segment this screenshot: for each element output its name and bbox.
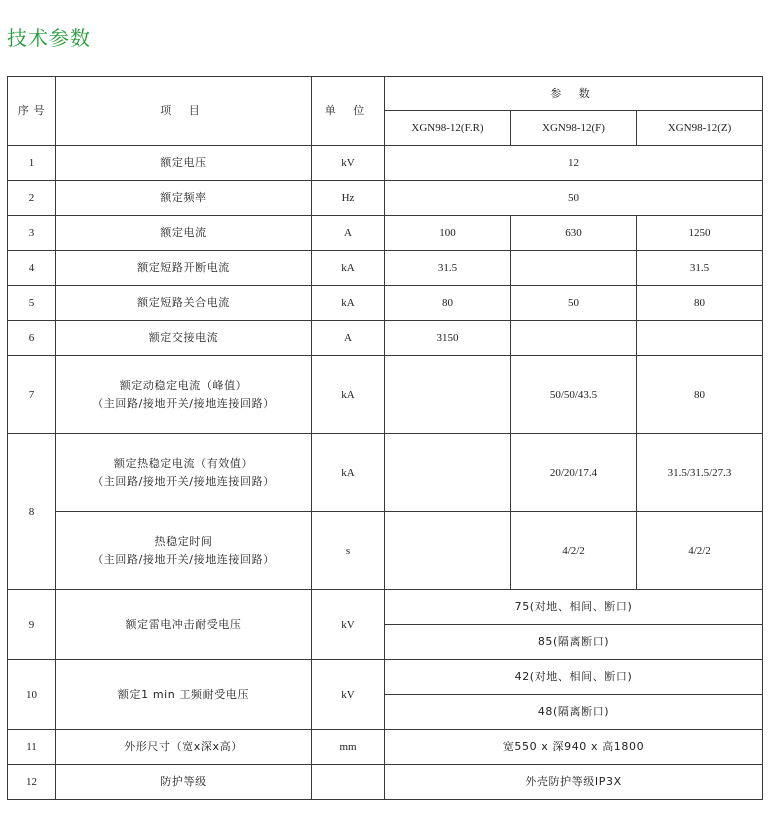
- table-row: [8, 321, 763, 356]
- row-value-merged: 42(对地、相间、断口): [385, 660, 763, 695]
- row-item-note: （主回路/接地开关/接地连接回路）: [92, 474, 275, 488]
- row-value: 31.5: [385, 251, 511, 286]
- row-item: 额定短路关合电流: [56, 286, 312, 321]
- row-value: 50: [511, 286, 637, 321]
- row-no: 4: [8, 251, 56, 286]
- row-item-title: 额定动稳定电流（峰值）: [119, 378, 248, 392]
- row-item-title: 额定热稳定电流（有效值）: [113, 456, 254, 470]
- row-value: 4/2/2: [637, 512, 763, 590]
- row-item: 外形尺寸（宽x深x高）: [56, 730, 312, 765]
- row-value-merged: 外壳防护等级IP3X: [385, 765, 763, 800]
- row-value: 80: [637, 286, 763, 321]
- row-value-merged: 85(隔离断口): [385, 625, 763, 660]
- table-row: [8, 765, 763, 800]
- header-item: 项 目: [56, 77, 312, 146]
- row-value: [511, 251, 637, 286]
- row-unit: kV: [312, 660, 385, 730]
- row-item: [56, 512, 312, 590]
- row-item: 额定频率: [56, 181, 312, 216]
- row-no: 11: [8, 730, 56, 765]
- row-unit: [312, 765, 385, 800]
- row-item: 防护等级: [56, 765, 312, 800]
- row-value: 31.5: [637, 251, 763, 286]
- row-value: 80: [385, 286, 511, 321]
- row-no: 9: [8, 590, 56, 660]
- row-value: 630: [511, 216, 637, 251]
- row-value: [385, 434, 511, 512]
- row-value: 20/20/17.4: [511, 434, 637, 512]
- row-no: 12: [8, 765, 56, 800]
- row-value: 50/50/43.5: [511, 356, 637, 434]
- spec-table: [7, 76, 763, 800]
- row-item-title: 热稳定时间: [154, 534, 213, 548]
- row-value: 4/2/2: [511, 512, 637, 590]
- row-unit: kA: [312, 434, 385, 512]
- row-unit: s: [312, 512, 385, 590]
- row-value-merged: 75(对地、相间、断口): [385, 590, 763, 625]
- table-row: [8, 146, 763, 181]
- table-row: [8, 660, 763, 695]
- header-params: 参 数: [385, 77, 763, 111]
- row-unit: A: [312, 216, 385, 251]
- header-model: XGN98-12(F): [511, 111, 637, 146]
- row-item: [56, 434, 312, 512]
- row-unit: kV: [312, 590, 385, 660]
- header-seq: 序 号: [8, 77, 56, 146]
- row-value: [385, 356, 511, 434]
- row-item: 额定电压: [56, 146, 312, 181]
- row-unit: kA: [312, 251, 385, 286]
- row-unit: mm: [312, 730, 385, 765]
- header-model: XGN98-12(Z): [637, 111, 763, 146]
- row-value-merged: 50: [385, 181, 763, 216]
- row-item-note: （主回路/接地开关/接地连接回路）: [92, 552, 275, 566]
- table-row: [8, 590, 763, 625]
- row-no: 5: [8, 286, 56, 321]
- row-value: 3150: [385, 321, 511, 356]
- table-row: [8, 434, 763, 512]
- row-value: [511, 321, 637, 356]
- page-title: 技术参数: [7, 26, 91, 50]
- table-row: [8, 216, 763, 251]
- table-row: [8, 730, 763, 765]
- row-no: 1: [8, 146, 56, 181]
- row-item: 额定1 min 工频耐受电压: [56, 660, 312, 730]
- header-model: XGN98-12(F.R): [385, 111, 511, 146]
- row-no: 2: [8, 181, 56, 216]
- row-unit: kA: [312, 286, 385, 321]
- row-no: 6: [8, 321, 56, 356]
- row-value: [385, 512, 511, 590]
- row-item: [56, 356, 312, 434]
- table-row: [8, 512, 763, 590]
- row-value: [637, 321, 763, 356]
- row-item: 额定电流: [56, 216, 312, 251]
- table-row: [8, 251, 763, 286]
- row-unit: kV: [312, 146, 385, 181]
- row-item-note: （主回路/接地开关/接地连接回路）: [92, 396, 275, 410]
- row-no: 8: [8, 434, 56, 590]
- row-unit: kA: [312, 356, 385, 434]
- row-no: 7: [8, 356, 56, 434]
- row-value: 31.5/31.5/27.3: [637, 434, 763, 512]
- table-row: [8, 356, 763, 434]
- row-value-merged: 48(隔离断口): [385, 695, 763, 730]
- row-value: 100: [385, 216, 511, 251]
- row-no: 10: [8, 660, 56, 730]
- row-value: 80: [637, 356, 763, 434]
- row-item: 额定短路开断电流: [56, 251, 312, 286]
- table-row: [8, 181, 763, 216]
- row-value-merged: 宽550 x 深940 x 高1800: [385, 730, 763, 765]
- table-row: [8, 286, 763, 321]
- row-value-merged: 12: [385, 146, 763, 181]
- header-row: [8, 77, 763, 111]
- row-item: 额定雷电冲击耐受电压: [56, 590, 312, 660]
- row-value: 1250: [637, 216, 763, 251]
- row-no: 3: [8, 216, 56, 251]
- row-unit: A: [312, 321, 385, 356]
- row-item: 额定交接电流: [56, 321, 312, 356]
- header-unit: 单 位: [312, 77, 385, 146]
- row-unit: Hz: [312, 181, 385, 216]
